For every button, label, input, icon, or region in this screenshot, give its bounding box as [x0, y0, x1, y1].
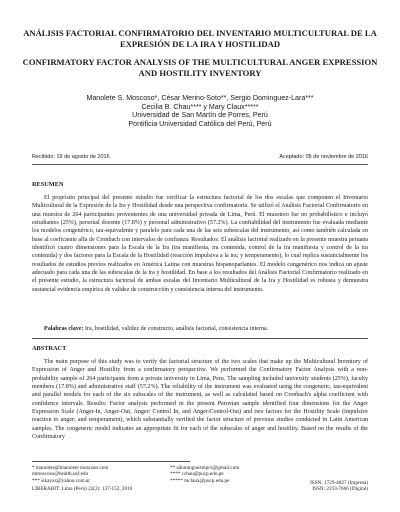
- footnote-line: ** sdominguezmpcs@gmail.com: [170, 465, 240, 471]
- issn-block: [310, 480, 368, 493]
- journal-citation: LIBERABIT: Lima (Perú) 22(2): 137-152, 2016: [32, 486, 133, 492]
- divider-middle: [32, 338, 368, 339]
- affiliation-2: Pontificia Universidad Católica del Perú, Perú: [128, 120, 272, 129]
- footnote-line: **** cchau@pucp.edu.pe: [170, 471, 224, 478]
- title-spanish: ANÁLISIS FACTORIAL CONFIRMATORIO DEL INVENTARIO MULTICULTURAL DE LA EXPRESIÓN DE LA IRA Y HOSTILIDAD: [23, 28, 377, 49]
- affiliation-1: Universidad de San Martín de Porres, Perú: [132, 111, 268, 120]
- received-date: Recibido: 19 de agosto de 2016: [32, 154, 110, 160]
- footnotes-col-1: [32, 465, 108, 484]
- divider-top: [32, 164, 368, 165]
- issn-print: ISSN: 1729-4827 (Impresa): [310, 480, 368, 486]
- footnote-line: ***** mclaux@pucp.edu.pe: [170, 477, 230, 484]
- accepted-date: Aceptado: 05 de noviembre de 2016: [279, 154, 368, 160]
- abstract-body: The main purpose of this study was to verify the factorial structure of the two scales that make up the Multicultural Inventory of Expression of Anger and Hostility from a confirmatory perspective. We performed the Confirmatory Factor Analysis with a non-probability sample of 264 participants from a private university in Lima, Peru. The sampling included university students (25%), faculty members (17.8%) and administrative staff (57.2%). The reliability of the instrument was evaluated using the congeneric, tau-equivalent and parallel models for each of the six subscales of the instrument, as well as calculated based on Cronbach's alpha coefficient with confidence intervals. Results: Factor analysis performed in the present Peruvian sample identified four dimensions for the Anger Expression Scale (Anger-In, Anger-Out, Anger/ Control In, and Anger/Control-Out) and two factors for the Hostility Scale (impulsive reaction to anger; and temperament), which substantially verified the factor structure of previous studies conducted in Latin American samples. The congeneric model indicates an appropriate fit for each of the subscales of anger and hostility. Based on the results of the Confirmatory: [32, 359, 368, 441]
- title-english: CONFIRMATORY FACTOR ANALYSIS OF THE MULTICULTURAL ANGER EXPRESSION AND HOSTILITY INVENTORY: [22, 57, 378, 78]
- footnote-line: * manolete@manolete moscoso.com: [32, 465, 109, 471]
- resumen-body: El propósito principal del presente estudio fue verificar la estructura factorial de los dos escalas que componen el Inventario Multicultural de la Expresión de la Ira y Hostilidad desde una perspectiva confirmatoria. Se utilizó el Análisis Factorial Confirmatorio en una muestra de 264 participantes provenientes de una universidad privada de Lima, Perú. El muestreo fue no probabilístico e incluyó estudiantes (25%), personal docente (17.8%) y personal administrativo (57.2%). La confiabilidad del instrumento fue evaluada mediante los modelos congenérico, tau-equivalente y paralelo para cada una de las seis subescalas del instrumento, así como también calculada en base al coeficiente alfa de Cronbach con intervalos de confianza. Resultados: El análisis factorial realizado en la presente muestra peruana identificó cuatro dimensiones para la Escala de la Ira (ira manifiesta, ira contenida, control de la ira manifiesta y control de la ira contenida) y dos factores para la Escala de la Hostilidad (reacción impulsiva a la ira; y temperamento), lo cual replica sustancialmente los resultados de estudios previos realizados en América Latina con muestras hispanoparlantes. El modelo congenérico nos indica un ajuste adecuado para cada una de las subescalas de la ira y hostilidad. En base a los resultados del Análisis Factorial Confirmatorio realizado en el presente estudio, la estructura factorial de ambas escalas del Inventario Multicultural de la Ira y Hostilidad es robusta y demuestra sustancial evidencia empírica de validez de construcción y consistencia interna del instrumento.: [32, 195, 368, 293]
- authors-line-1: Manolete S. Moscoso*, César Merino-Soto**, Sergio Dominguez-Lara***: [86, 94, 314, 102]
- author-block: [20, 94, 380, 129]
- authors-line-2: Cecilia B. Chau**** y Mary Claux*****: [141, 102, 259, 111]
- resumen-heading: RESUMEN: [32, 181, 64, 188]
- issn-digital: ISSN: 2233-7666 (Digital): [312, 486, 368, 493]
- footnote-line: mmoscoso@health.usf.edu: [32, 471, 89, 478]
- footnote-line: *** sikayax@yahoo.com.ar: [32, 477, 90, 484]
- keywords: [32, 325, 368, 333]
- abstract-heading: ABSTRACT: [32, 345, 67, 352]
- keywords-text: Ira, hostilidad, validez de constructo, análisis factorial, consistencia interna.: [84, 326, 269, 332]
- footnote-rule: [32, 461, 190, 462]
- keywords-label: Palabras clave:: [44, 326, 84, 332]
- footnotes-col-2: [170, 465, 239, 484]
